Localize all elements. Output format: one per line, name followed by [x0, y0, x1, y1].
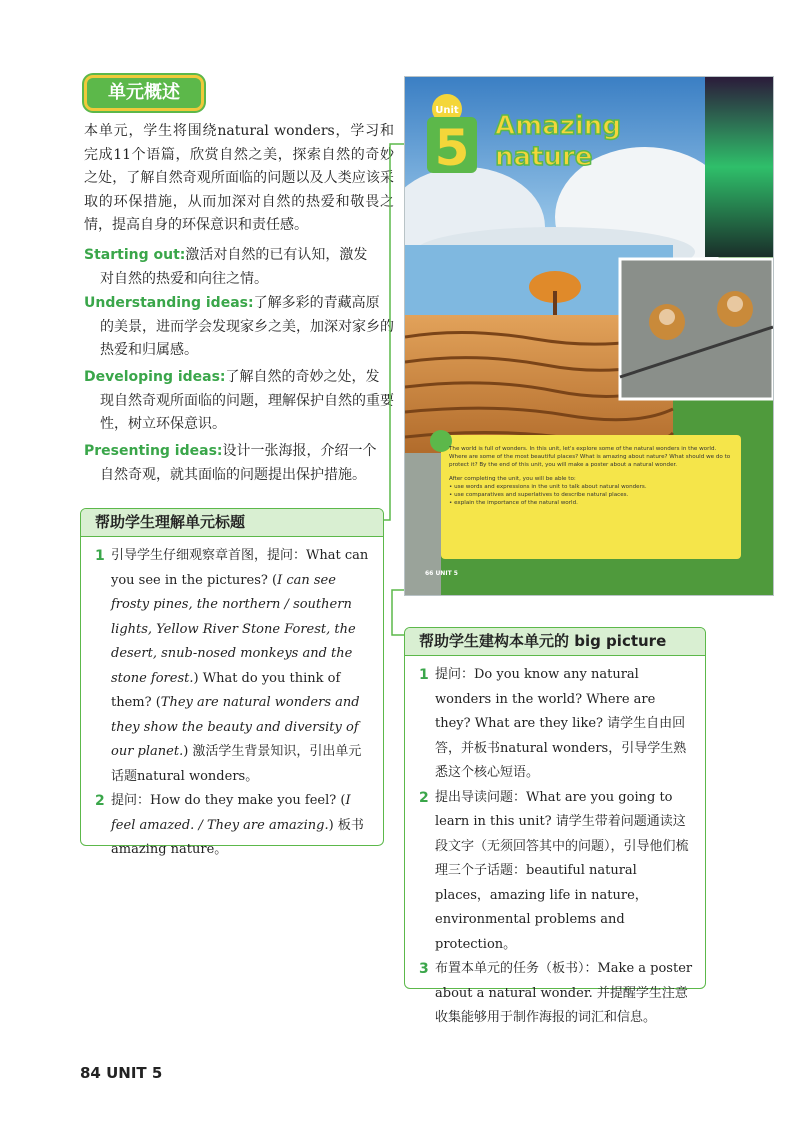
- goal-text: 了解多彩的青藏高原: [253, 295, 380, 311]
- item-number: 2: [95, 793, 105, 809]
- goal-text: 了解自然的奇妙之处，发: [225, 369, 380, 385]
- cover-unit-number: 5: [434, 119, 470, 177]
- goal-understanding-ideas: [84, 292, 394, 363]
- item-text: ) 激活学生背景知识，引出单元话题natural wonders。: [111, 744, 362, 784]
- goal-label: Understanding ideas:: [84, 295, 254, 311]
- item-italic-answer: They are natural wonders and they show the beauty and diversity of our planet.: [111, 695, 360, 759]
- list-item: [81, 789, 383, 863]
- list-item: [405, 786, 705, 958]
- box-title: 帮助学生理解单元标题: [81, 509, 383, 537]
- cover-page-label: 66 UNIT 5: [425, 570, 458, 577]
- list-item: [405, 957, 705, 1031]
- item-number: 1: [95, 548, 105, 564]
- cover-bullet: • use words and expressions in the unit to talk about natural wonders.: [449, 484, 647, 490]
- cover-unit-label: Unit: [435, 105, 459, 116]
- cover-objectives-heading: After completing the unit, you will be able to:: [449, 476, 576, 482]
- item-italic-answer: I can see frosty pines, the northern / southern lights, Yellow River Stone Forest, the desert, snub-nosed monkeys and the stone forest.: [111, 572, 356, 686]
- goal-text: 设计一张海报，介绍一个: [222, 443, 377, 459]
- item-text: ) 板书amazing nature。: [111, 817, 364, 857]
- box-title: 帮助学生建构本单元的 big picture: [405, 628, 705, 656]
- goal-label: Presenting ideas:: [84, 443, 223, 459]
- cover-bullet: • explain the importance of the natural world.: [449, 500, 578, 506]
- item-number: 1: [419, 667, 429, 683]
- box-big-picture: [404, 627, 706, 1025]
- item-italic-answer: I feel amazed. / They are amazing.: [111, 793, 351, 833]
- item-text: 布置本单元的任务（板书）：Make a poster about a natural wonder. 并提醒学生注意收集能够用于制作海报的词汇和信息。: [435, 961, 693, 1025]
- goal-developing-ideas: [84, 366, 394, 437]
- goal-presenting-ideas: [84, 440, 394, 487]
- cover-intro-text: The world is full of wonders. In this unit, let's explore some of the natural wonders in the world. Where are some of the most beautiful places? What is amazing about nature? What should we do to protect it? By the end of this unit, you will make a poster about a natural wonder.: [449, 446, 731, 468]
- box-understand-unit-title: [80, 508, 384, 857]
- goal-text-cont: 自然奇观，就其面临的问题提出保护措施。: [100, 466, 366, 483]
- cover-illustration: [405, 77, 773, 595]
- cover-title-line1: Amazing: [495, 111, 621, 141]
- item-text: 提问：Do you know any natural wonders in the world? Where are they? What are they like? 请学生自由回答，并板书natural wonders，引导学生熟悉这个核心短语。: [435, 667, 687, 780]
- item-number: 2: [419, 789, 429, 806]
- goal-label: Developing ideas:: [84, 369, 226, 385]
- goal-text-cont: 对自然的热爱和向往之情。: [100, 270, 268, 287]
- item-text: ) What do you think of them? (: [111, 670, 341, 710]
- goal-label: Starting out:: [84, 247, 186, 263]
- goal-text-cont: 的美景，进而学会发现家乡之美，加深对家乡的热爱和归属感。: [100, 318, 394, 358]
- cover-title-line2: nature: [495, 142, 593, 172]
- goal-text: 激活对自然的已有认知，激发: [185, 247, 368, 263]
- section-badge: 单元概述: [84, 75, 204, 111]
- item-text: 提问：How do they make you feel? (: [111, 793, 346, 808]
- intro-paragraph: 本单元，学生将围绕natural wonders，学习和完成11个语篇，欣赏自然之美，探索自然的奇妙之处，了解自然奇观所面临的问题以及人类应该采取的环保措施，从而加深对自然的热爱和敬畏之情，提高自身的环保意识和责任感。: [84, 123, 394, 233]
- list-item: [405, 663, 705, 786]
- goal-text-cont: 现自然奇观所面临的问题，理解保护自然的重要性，树立环保意识。: [100, 392, 394, 432]
- cover-bullet: • use comparatives and superlatives to describe natural places.: [449, 492, 629, 498]
- item-text: 提出导读问题：What are you going to learn in this unit? 请学生带着问题通读这段文字（无须回答其中的问题），引导他们梳理三个子话题：beautiful natural places，amazing life in nature，environmental problems and protection。: [435, 789, 689, 952]
- textbook-cover-image: [404, 76, 774, 596]
- list-item: [81, 544, 383, 789]
- item-number: 3: [419, 961, 429, 977]
- page-footer: 84 UNIT 5: [80, 1064, 163, 1082]
- goal-starting-out: [84, 244, 394, 291]
- item-text: 引导学生仔细观察章首图，提问：What can you see in the pictures? (: [111, 548, 369, 588]
